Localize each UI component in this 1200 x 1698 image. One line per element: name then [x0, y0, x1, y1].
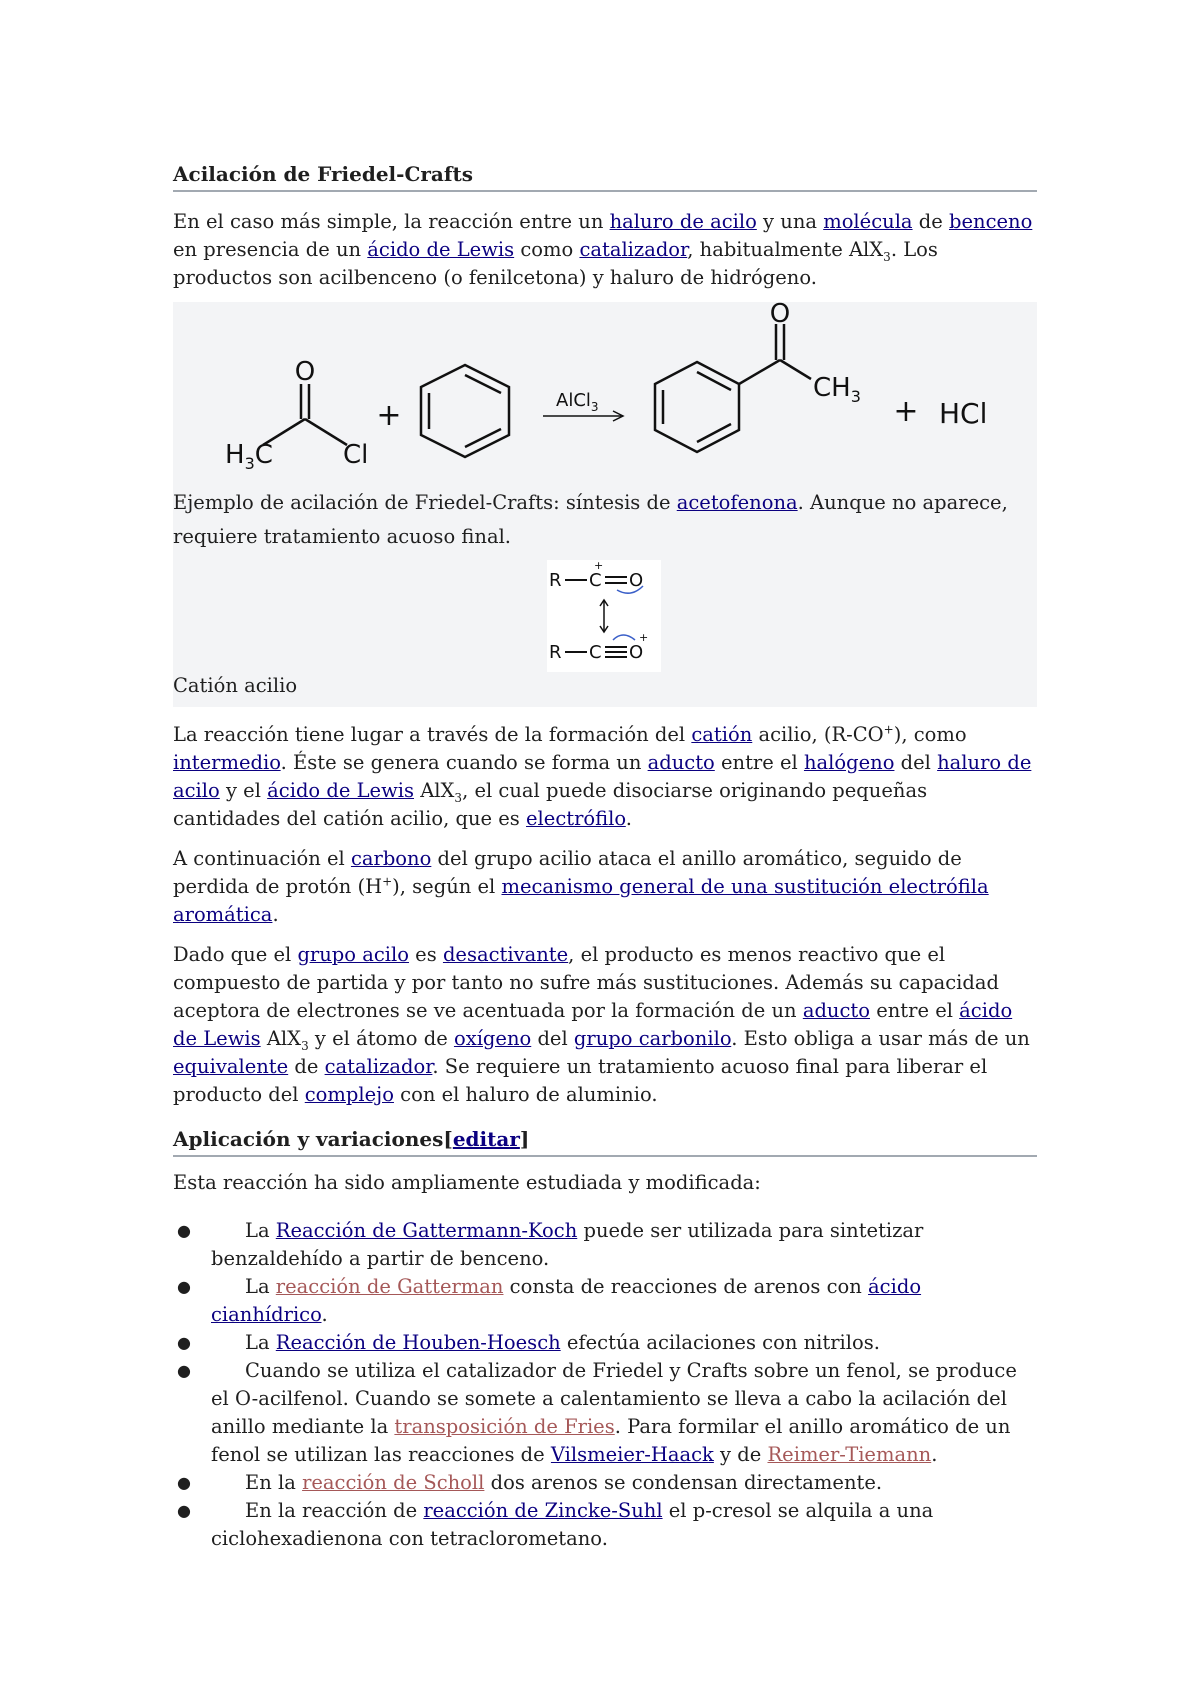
atom-o-4: O [629, 642, 644, 663]
text: entre el [714, 751, 804, 774]
text: En la reacción de [245, 1499, 424, 1522]
list-item [173, 1329, 1037, 1357]
acylium-cation-structure [547, 560, 661, 672]
text: En el caso más simple, la reacción entre un [173, 210, 610, 233]
section-heading-aplicacion [173, 1125, 1037, 1157]
link-molecula[interactable]: molécula [823, 210, 913, 233]
text: entre el [870, 999, 960, 1022]
text: del grupo acilio ataca el anillo aromático, seguido de perdida de protón (H [173, 847, 962, 898]
text: La [245, 1219, 276, 1242]
text: La reacción tiene lugar a través de la formación del [173, 723, 692, 746]
text: . [625, 807, 632, 830]
phenyl-ring [655, 362, 739, 452]
link-haluro-de-acilo[interactable]: haluro de acilo [609, 210, 757, 233]
text: el p-cresol se alquila a una ciclohexadienona con tetraclorometano. [211, 1499, 934, 1550]
bond [305, 419, 347, 445]
link-haluro-de-acilo-2[interactable]: haluro de acilo [173, 751, 1032, 802]
text: y de [713, 1443, 768, 1466]
text: . Se requiere un tratamiento acuoso final para liberar el producto del [173, 1055, 988, 1106]
link-houben-hoesch[interactable]: Reacción de Houben-Hoesch [275, 1331, 561, 1354]
text: . [931, 1443, 938, 1466]
link-catalizador[interactable]: catalizador [579, 238, 688, 261]
text: . Aunque no aparece, requiere tratamiento acuoso final. [173, 491, 1008, 548]
paragraph-cation-acilio [173, 721, 1037, 833]
subscript: 3 [454, 790, 463, 805]
text: . [321, 1303, 328, 1326]
text: A continuación el [173, 847, 351, 870]
text: AlX [414, 779, 455, 802]
atom-c-1: C [589, 570, 602, 591]
text: del [894, 751, 938, 774]
list-item [173, 1497, 1037, 1553]
text: puede ser utilizada para sintetizar benzaldehído a partir de benceno. [211, 1219, 924, 1270]
text: . [272, 903, 279, 926]
link-catalizador-2[interactable]: catalizador [324, 1055, 433, 1078]
link-mecanismo-sustitucion[interactable]: mecanismo general de una sustitución electrófila aromática [173, 875, 989, 926]
atom-o-3: O [629, 570, 644, 591]
link-acido-de-lewis-2[interactable]: ácido de Lewis [267, 779, 415, 802]
text: , el cual puede disociarse originando pequeñas cantidades del catión acilio, que es [173, 779, 928, 830]
bullet-icon: ● [177, 1501, 191, 1520]
list-item [173, 1273, 1037, 1329]
text: es [408, 943, 443, 966]
link-aducto-2[interactable]: aducto [802, 999, 870, 1022]
bullet-icon: ● [177, 1361, 191, 1380]
text: , el producto es menos reactivo que el compuesto de partida y por tanto no sufre más sustituciones. Además su capacidad aceptora de electrones se ve acentuada por la formación de un [173, 943, 999, 1022]
benzene-ring [421, 365, 509, 457]
text: acilio, (R-CO [752, 723, 884, 746]
bracket: ] [519, 1127, 530, 1151]
link-acido-cianhidrico[interactable]: ácido cianhídrico [211, 1275, 922, 1326]
link-desactivante[interactable]: desactivante [442, 943, 569, 966]
heading-text: Aplicación y variaciones [173, 1127, 444, 1151]
link-acido-de-lewis-3[interactable]: ácido de Lewis [173, 999, 1013, 1050]
list-item [173, 1357, 1037, 1469]
link-vilsmeier-haack[interactable]: Vilsmeier-Haack [550, 1443, 714, 1466]
text: y el átomo de [308, 1027, 454, 1050]
text: . Éste se genera cuando se forma un [280, 751, 648, 774]
bond [697, 424, 731, 442]
text: dos arenos se condensan directamente. [484, 1471, 883, 1494]
charge-plus-2: + [639, 631, 649, 644]
figure-caption-cation-acilio: Catión acilio [173, 674, 298, 697]
atom-ch3: $CH_3$ [813, 373, 861, 406]
friedel-crafts-scheme [173, 302, 1037, 486]
text: . Esto obliga a usar más de un [731, 1027, 1030, 1050]
text: del [531, 1027, 574, 1050]
atom-cl: Cl [343, 440, 369, 470]
section-heading-friedel-crafts: Acilación de Friedel-Crafts [173, 160, 1037, 192]
bullet-icon: ● [177, 1277, 191, 1296]
text: de [912, 210, 949, 233]
link-equivalente[interactable]: equivalente [173, 1055, 289, 1078]
bond [697, 372, 731, 390]
paragraph-aplicacion-intro: Esta reacción ha sido ampliamente estudiada y modificada: [173, 1171, 761, 1194]
electron-arrow-2 [613, 635, 635, 640]
article-page [173, 160, 1037, 1553]
link-intermedio[interactable]: intermedio [173, 751, 281, 774]
atom-r-2: R [549, 642, 562, 663]
text: . Para formilar el anillo aromático de un fenol se utilizan las reacciones de [211, 1415, 1011, 1466]
subscript: 3 [883, 249, 891, 264]
bond [739, 360, 780, 384]
arrow-label: AlCl$_3$ [556, 390, 599, 414]
link-grupo-carbonilo[interactable]: grupo carbonilo [573, 1027, 732, 1050]
text: consta de reacciones de arenos con [503, 1275, 869, 1298]
link-zincke-suhl[interactable]: reacción de Zincke-Suhl [423, 1499, 663, 1522]
superscript: + [382, 874, 393, 889]
plus-sign-1: + [376, 398, 402, 433]
figure-caption-acetofenona [173, 486, 1037, 554]
text: La [245, 1331, 276, 1354]
text: ), según el [392, 875, 502, 898]
text: En la [245, 1471, 303, 1494]
link-grupo-acilo[interactable]: grupo acilo [297, 943, 409, 966]
bullet-icon: ● [177, 1221, 191, 1240]
text: . Los productos son acilbenceno (o fenilcetona) y haluro de hidrógeno. [173, 238, 938, 289]
text: con el haluro de aluminio. [393, 1083, 658, 1106]
atom-h3c: $H_3C$ [225, 440, 273, 473]
plus-sign-2: + [893, 394, 919, 429]
superscript: + [883, 722, 894, 737]
bullet-icon: ● [177, 1473, 191, 1492]
text: como [514, 238, 580, 261]
text: en presencia de un [173, 238, 368, 261]
atom-c-2: C [589, 642, 602, 663]
link-reimer-tiemann[interactable]: Reimer-Tiemann [767, 1443, 932, 1466]
hcl-label: HCl [939, 397, 988, 430]
link-transposicion-de-fries[interactable]: transposición de Fries [394, 1415, 615, 1438]
edit-link[interactable]: editar [452, 1127, 520, 1151]
paragraph-desactivante [173, 941, 1037, 1109]
atom-o-1: O [294, 357, 316, 387]
bond [465, 429, 501, 447]
list-item [173, 1469, 1037, 1497]
link-oxigeno[interactable]: oxígeno [453, 1027, 532, 1050]
link-complejo[interactable]: complejo [304, 1083, 394, 1106]
bracket: [ [443, 1127, 453, 1151]
text: Dado que el [173, 943, 298, 966]
text: de [288, 1055, 325, 1078]
bond [465, 375, 501, 393]
text: ), como [893, 723, 967, 746]
link-cation[interactable]: catión [691, 723, 753, 746]
text: Ejemplo de acilación de Friedel-Crafts: síntesis de [173, 491, 677, 514]
link-gattermann-koch[interactable]: Reacción de Gattermann-Koch [275, 1219, 578, 1242]
list-item [173, 1217, 1037, 1273]
paragraph-ataque-anillo [173, 845, 1037, 929]
bond [780, 360, 811, 379]
text: efectúa acilaciones con nitrilos. [560, 1331, 880, 1354]
link-gatterman[interactable]: reacción de Gatterman [275, 1275, 504, 1298]
bullet-icon: ● [177, 1333, 191, 1352]
intro-paragraph [173, 208, 1037, 292]
reaction-figure [173, 302, 1037, 707]
charge-plus-1: + [594, 560, 604, 572]
link-benceno[interactable]: benceno [948, 210, 1033, 233]
text: AlX [260, 1027, 302, 1050]
text: La [245, 1275, 276, 1298]
link-aducto[interactable]: aducto [647, 751, 715, 774]
link-electrofilo[interactable]: electrófilo [526, 807, 626, 830]
link-halogeno[interactable]: halógeno [803, 751, 895, 774]
subscript: 3 [301, 1038, 309, 1053]
variations-list [173, 1217, 1037, 1553]
link-carbono[interactable]: carbono [350, 847, 432, 870]
text: , habitualmente AlX [687, 238, 884, 261]
text: y una [756, 210, 824, 233]
text: y el [219, 779, 268, 802]
link-acetofenona[interactable]: acetofenona [676, 491, 798, 514]
atom-r-1: R [549, 570, 562, 591]
link-reaccion-de-scholl[interactable]: reacción de Scholl [302, 1471, 485, 1494]
atom-o-2: O [769, 302, 791, 329]
link-acido-de-lewis[interactable]: ácido de Lewis [367, 238, 515, 261]
text: Cuando se utiliza el catalizador de Friedel y Crafts sobre un fenol, se produce el O-acilfenol. Cuando se somete a calentamiento se lleva a cabo la acilación del anillo mediante la [211, 1359, 1017, 1438]
